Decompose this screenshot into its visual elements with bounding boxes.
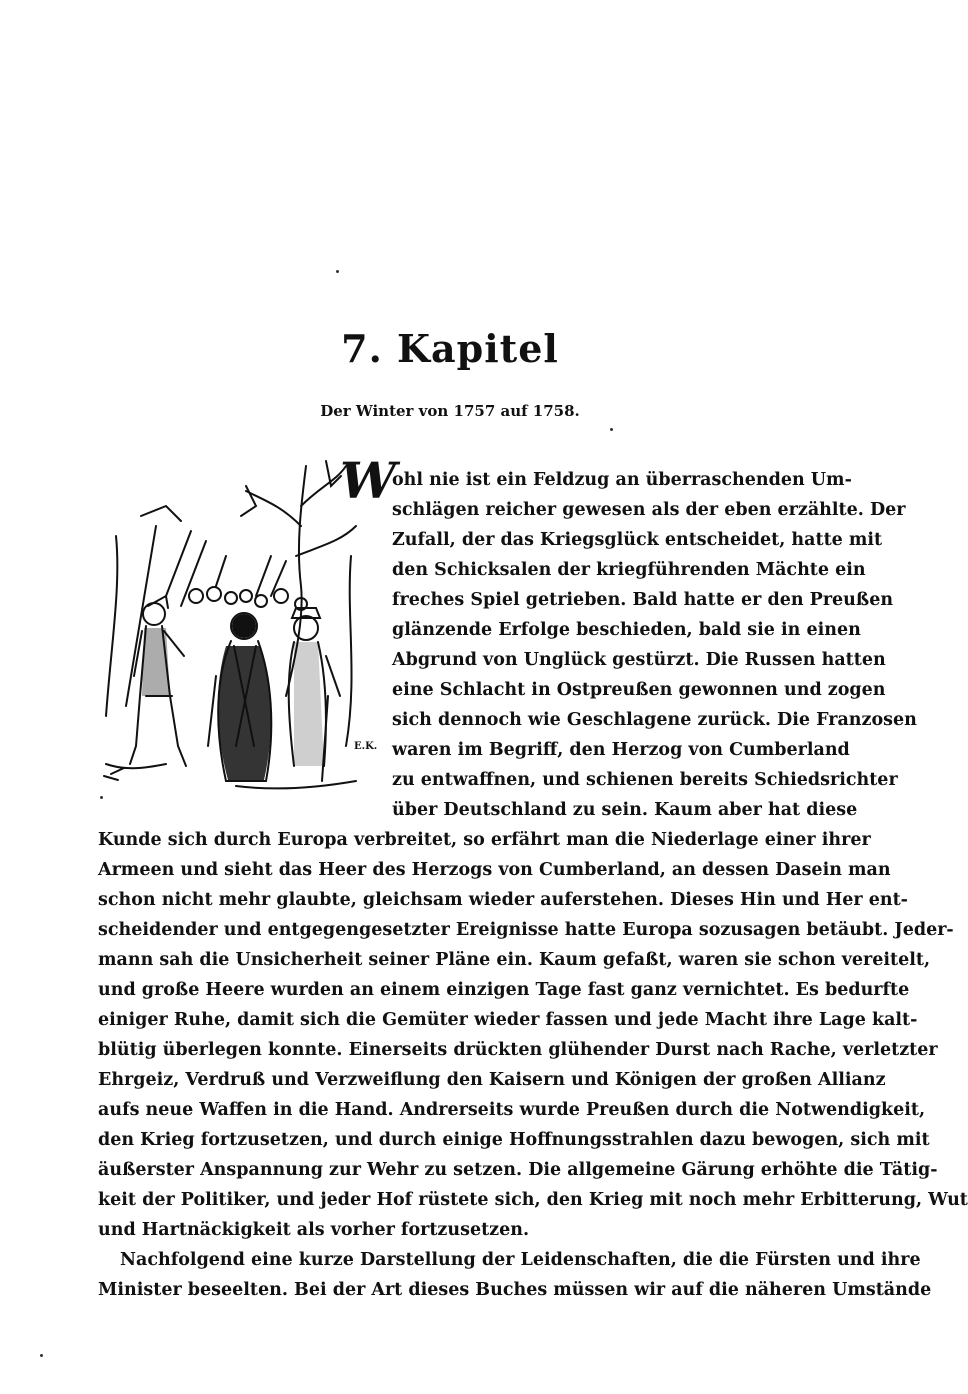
body-line: einiger Ruhe, damit sich die Gemüter wieder fassen und jede Macht ihre Lage kalt- [98, 1010, 918, 1030]
body-line: zu entwaffnen, und schienen bereits Schiedsrichter [392, 770, 898, 790]
body-line: freches Spiel getrieben. Bald hatte er den Preußen [392, 590, 894, 610]
body-line: äußerster Anspannung zur Wehr zu setzen. Die allgemeine Gärung erhöhte die Tätig- [98, 1160, 938, 1180]
body-line: keit der Politiker, und jeder Hof rüstete sich, den Krieg mit noch mehr Erbitterung, Wut [98, 1190, 968, 1210]
body-line: aufs neue Waffen in die Hand. Andrerseits wurde Preußen durch die Notwendigkeit, [98, 1100, 926, 1120]
scan-speck [336, 270, 339, 273]
chapter-title: 7. Kapitel [341, 326, 559, 371]
body-line: sich dennoch wie Geschlagene zurück. Die Franzosen [392, 710, 917, 730]
body-line: Kunde sich durch Europa verbreitet, so erfährt man die Niederlage einer ihrer [98, 830, 871, 850]
body-line: den Schicksalen der kriegführenden Mächte ein [392, 560, 866, 580]
scan-speck [610, 428, 613, 431]
body-line: eine Schlacht in Ostpreußen gewonnen und zogen [392, 680, 886, 700]
illustration-signature: E.K. [354, 741, 378, 752]
chapter-subtitle: Der Winter von 1757 auf 1758. [320, 402, 580, 420]
body-line: den Krieg fortzusetzen, und durch einige Hoffnungsstrahlen dazu bewogen, sich mit [98, 1130, 930, 1150]
body-line: Armeen und sieht das Heer des Herzogs von Cumberland, an dessen Dasein man [98, 860, 891, 880]
body-line: waren im Begriff, den Herzog von Cumberland [392, 740, 850, 760]
body-line: schon nicht mehr glaubte, gleichsam wieder auferstehen. Dieses Hin und Her ent- [98, 890, 908, 910]
drop-cap-letter: W [340, 451, 397, 510]
body-line: schlägen reicher gewesen als der eben erzählte. Der [392, 500, 906, 520]
body-line: scheidender und entgegengesetzter Ereignisse hatte Europa sozusagen betäubt. Jeder- [98, 920, 954, 940]
body-line: blütig überlegen konnte. Einerseits drückten glühender Durst nach Rache, verletzter [98, 1040, 938, 1060]
body-line: und große Heere wurden an einem einzigen Tage fast ganz vernichtet. Es bedurfte [98, 980, 910, 1000]
body-line: ohl nie ist ein Feldzug an überraschenden Um- [392, 470, 852, 490]
scan-speck [100, 796, 103, 799]
scan-speck [40, 1354, 43, 1357]
body-line: glänzende Erfolge beschieden, bald sie in einen [392, 620, 861, 640]
body-line: Nachfolgend eine kurze Darstellung der Leidenschaften, die die Fürsten und ihre [120, 1250, 921, 1270]
body-line: und Hartnäckigkeit als vorher fortzusetzen. [98, 1220, 530, 1240]
body-line: Zufall, der das Kriegsglück entscheidet, hatte mit [392, 530, 883, 550]
body-line: Minister beseelten. Bei der Art dieses Buches müssen wir auf die näheren Umstände [98, 1280, 932, 1300]
body-line: mann sah die Unsicherheit seiner Pläne ein. Kaum gefaßt, waren sie schon vereitelt, [98, 950, 931, 970]
body-line: Ehrgeiz, Verdruß und Verzweiflung den Kaisern und Königen der großen Allianz [98, 1070, 886, 1090]
body-line: Abgrund von Unglück gestürzt. Die Russen hatten [392, 650, 886, 670]
body-line: über Deutschland zu sein. Kaum aber hat diese [392, 800, 858, 820]
